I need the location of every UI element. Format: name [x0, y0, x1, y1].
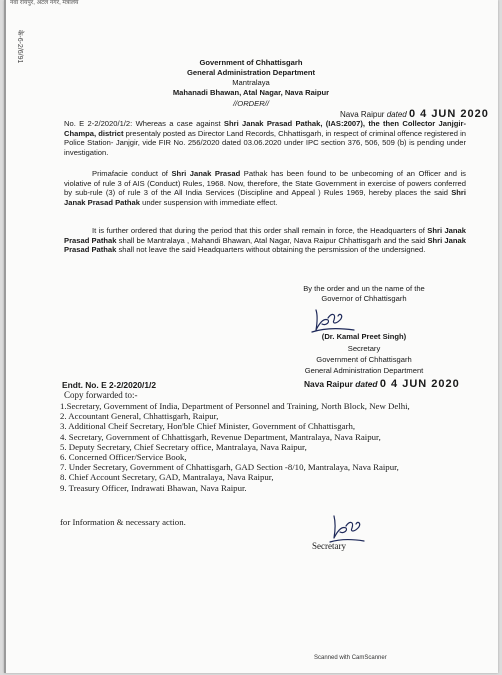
closing-note: for Information & necessary action. — [60, 517, 186, 527]
endorsement-place: Nava Raipur — [304, 379, 353, 389]
officer-name: Shri Janak Prasad Pathak — [64, 235, 466, 255]
order-paragraph-2 — [64, 169, 466, 207]
endorsement-secretary: Secretary — [312, 541, 346, 551]
top-band-text: नवा रायपुर, अटल नगर, मंत्रालय — [10, 0, 79, 6]
header-government: Government of Chhattisgarh — [199, 58, 303, 67]
header-department: General Administration Department — [187, 68, 315, 77]
signatory-org: Government of Chhattisgarh — [316, 355, 412, 364]
list-item: 2. Accountant General, Chhattisgarh, Raipur, — [60, 411, 219, 422]
copy-forwarded-heading: Copy forwarded to:- — [64, 390, 138, 400]
list-item: 4. Secretary, Government of Chhattisgarh, Revenue Department, Mantralaya, Nava Raipur, — [60, 431, 381, 442]
order-paragraph-3 — [64, 226, 466, 255]
endorsement-stamp-date: 0 4 JUN 2020 — [379, 378, 460, 390]
signatory-title: Secretary — [347, 344, 381, 353]
list-item: 8. Chief Account Secretary, GAD, Mantralaya, Nava Raipur, — [60, 472, 274, 483]
order-text: Whereas a case against — [135, 119, 221, 128]
dateline-place: Nava Raipur — [340, 110, 385, 119]
scanner-watermark: Scanned with CamScanner — [314, 655, 387, 661]
officer-name: Shri Janak Prasad — [171, 169, 241, 178]
officer-name: Shri Janak Prasad Pathak — [64, 226, 466, 245]
endorsement-number: Endt. No. E 2-2/2020/1/2 — [62, 380, 157, 390]
endorsement-dateline — [304, 378, 460, 390]
order-text: shall be Mantralaya , Mahandi Bhawan, Atal Nagar, Nava Raipur Chhattisgarh and the said — [118, 235, 426, 245]
order-text: presentaly posted as Director Land Records, Chhattisgarh, in respect of criminal offence registered in Police Station- Janjgir, vide FIR No. 256/2020 dated 03.06.2020 under IPC section 376, 506, 509 (b) is pending under investigation. — [64, 128, 466, 157]
order-text: It is further ordered that during the period that this order shall remain in force, the Headquarters of — [92, 226, 425, 235]
list-item: 6. Concerned Officer/Service Book, — [60, 452, 187, 463]
signatory-department: General Administration Department — [304, 366, 424, 375]
list-item: 7. Under Secretary, Government of Chhattisgarh, GAD Section -8/10, Mantralaya, Nava Raipur, — [60, 462, 399, 473]
copy-recipient-list — [60, 401, 470, 493]
order-paragraph-1 — [64, 119, 466, 157]
list-item: 1.Secretary, Government of India, Department of Personnel and Training, North Block, New Delhi, — [60, 401, 410, 411]
list-item: 5. Deputy Secretary, Chief Secretary office, Mantralaya, Nava Raipur, — [60, 441, 307, 452]
list-item: 9. Treasury Officer, Indrawati Bhawan, Nava Raipur. — [60, 482, 247, 493]
header-address: Mahanadi Bhawan, Atal Nagar, Nava Raipur — [172, 88, 330, 97]
header-order: //ORDER// — [233, 99, 269, 108]
order-text: Pathak has been found to be unbecoming of an Officer and is violative of rule 3 of AIS (Conduct) Rules, 1968. Now, therefore, the State Government in exercise of powers conferred by sub-rule (3) of rule 3 of the All India Services (Discipline and Appeal ) Rules 1969, hereby places the said — [64, 169, 466, 198]
order-text: shall not leave the said Headquarters without obtaining the persmission of the undersigned. — [118, 245, 426, 255]
signature-line-order: By the order and un the name of the — [303, 284, 425, 293]
header-mantralaya: Mantralaya — [232, 78, 270, 87]
officer-name: Shri Janak Prasad Pathak — [64, 188, 466, 207]
order-text: Primafacie conduct of — [92, 169, 168, 178]
dateline-dated-label: dated — [386, 110, 407, 119]
margin-note: के-6-2/6/91 — [16, 30, 23, 64]
signature-line-governor: Governor of Chhattisgarh — [321, 294, 407, 303]
order-number: No. E 2-2/2020/1/2: — [64, 119, 133, 128]
signatory-name: (Dr. Kamal Preet Singh) — [321, 332, 407, 341]
order-text: under suspension with immediate effect. — [142, 197, 278, 207]
list-item: 3. Additional Cheif Secretary, Hon'ble Chief Minister, Government of Chhattisgarh, — [60, 421, 356, 432]
document-page — [4, 0, 498, 673]
officer-name: Shri Janak Prasad Pathak, (IAS:2007), the then Collector Janjgir-Champa, district — [64, 119, 466, 138]
endorsement-dated-label: dated — [355, 379, 378, 389]
dateline-stamp-date: 0 4 JUN 2020 — [408, 108, 489, 120]
